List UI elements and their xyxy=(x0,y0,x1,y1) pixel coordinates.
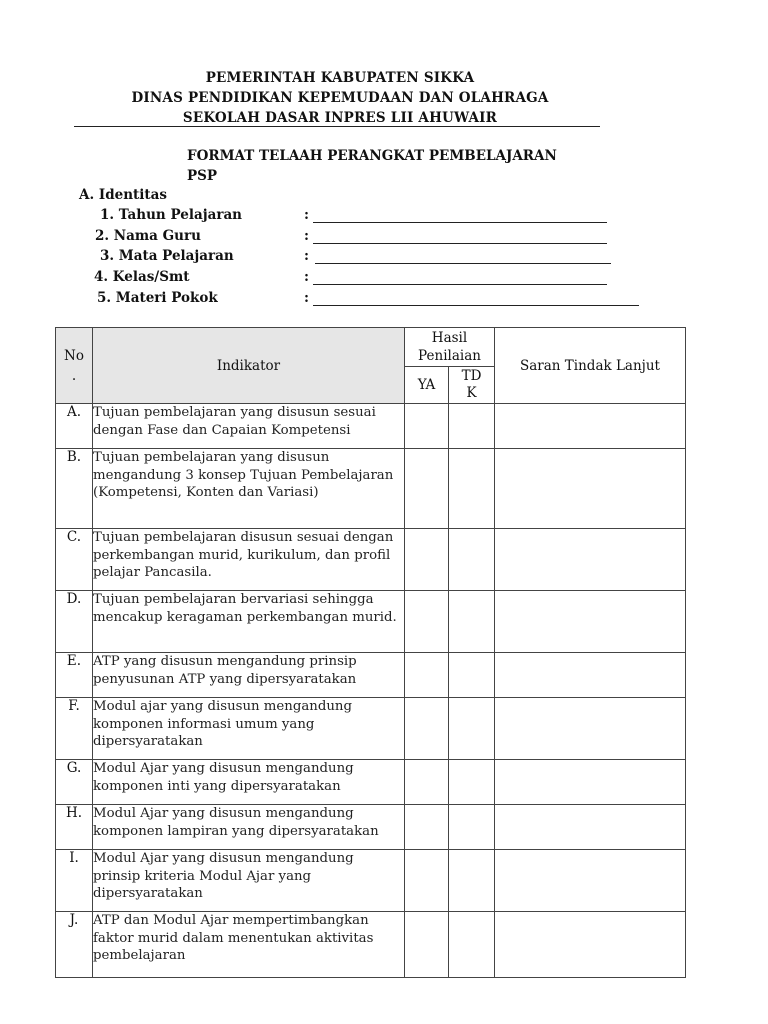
cell-tdk[interactable] xyxy=(449,449,495,529)
row-indicator: Modul ajar yang disusun mengandung komponen informasi umum yang dipersyaratakan xyxy=(93,698,405,760)
document-header xyxy=(0,68,680,128)
cell-tdk[interactable] xyxy=(449,912,495,978)
cell-saran[interactable] xyxy=(495,760,686,805)
field-colon: : xyxy=(304,248,309,264)
cell-tdk[interactable] xyxy=(449,529,495,591)
table-row xyxy=(56,850,686,912)
cell-ya[interactable] xyxy=(405,760,449,805)
row-indicator: Tujuan pembelajaran yang disusun sesuai dengan Fase dan Capaian Kompetensi xyxy=(93,404,405,449)
cell-saran[interactable] xyxy=(495,591,686,653)
field-colon: : xyxy=(304,207,309,223)
row-number: H. xyxy=(56,805,93,850)
table-row xyxy=(56,591,686,653)
table-row xyxy=(56,760,686,805)
row-number: D. xyxy=(56,591,93,653)
row-number: F. xyxy=(56,698,93,760)
row-number: A. xyxy=(56,404,93,449)
header-divider xyxy=(74,126,600,127)
row-number: I. xyxy=(56,850,93,912)
row-indicator: Modul Ajar yang disusun mengandung komponen inti yang dipersyaratakan xyxy=(93,760,405,805)
table-row xyxy=(56,912,686,978)
table-row xyxy=(56,404,686,449)
form-title-main: FORMAT TELAAH PERANGKAT PEMBELAJARAN xyxy=(187,148,557,164)
cell-saran[interactable] xyxy=(495,449,686,529)
field-label: 3. Mata Pelajaran xyxy=(100,248,234,264)
cell-ya[interactable] xyxy=(405,591,449,653)
field-blank-line[interactable] xyxy=(315,263,611,264)
table-row xyxy=(56,529,686,591)
header-department: DINAS PENDIDIKAN KEPEMUDAAN DAN OLAHRAGA xyxy=(131,90,549,106)
field-blank-line[interactable] xyxy=(313,243,607,244)
field-colon: : xyxy=(304,290,309,306)
row-number: J. xyxy=(56,912,93,978)
cell-ya[interactable] xyxy=(405,529,449,591)
form-title-sub: PSP xyxy=(187,168,218,184)
cell-ya[interactable] xyxy=(405,404,449,449)
row-indicator: Tujuan pembelajaran yang disusun mengandung 3 konsep Tujuan Pembelajaran (Kompetensi, Konten dan Variasi) xyxy=(93,449,405,529)
row-number: C. xyxy=(56,529,93,591)
field-tahun-pelajaran[interactable] xyxy=(100,207,620,227)
field-materi-pokok[interactable] xyxy=(97,290,657,310)
table-row xyxy=(56,805,686,850)
field-blank-line[interactable] xyxy=(313,284,607,285)
row-indicator: Tujuan pembelajaran bervariasi sehingga mencakup keragaman perkembangan murid. xyxy=(93,591,405,653)
header-hasil-penilaian: Hasil Penilaian xyxy=(405,328,495,367)
cell-saran[interactable] xyxy=(495,912,686,978)
cell-tdk[interactable] xyxy=(449,591,495,653)
cell-saran[interactable] xyxy=(495,850,686,912)
assessment-table xyxy=(55,327,686,978)
field-colon: : xyxy=(304,269,309,285)
row-number: B. xyxy=(56,449,93,529)
row-indicator: ATP dan Modul Ajar mempertimbangkan faktor murid dalam menentukan aktivitas pembelajaran xyxy=(93,912,405,978)
cell-saran[interactable] xyxy=(495,529,686,591)
cell-ya[interactable] xyxy=(405,698,449,760)
field-label: 2. Nama Guru xyxy=(95,228,201,244)
cell-tdk[interactable] xyxy=(449,653,495,698)
field-mata-pelajaran[interactable] xyxy=(100,248,620,268)
field-nama-guru[interactable] xyxy=(95,228,615,248)
row-number: E. xyxy=(56,653,93,698)
header-saran-tindak-lanjut: Saran Tindak Lanjut xyxy=(495,328,686,404)
header-no: No . xyxy=(56,328,93,404)
cell-tdk[interactable] xyxy=(449,404,495,449)
field-colon: : xyxy=(304,228,309,244)
field-blank-line[interactable] xyxy=(313,222,607,223)
table-row xyxy=(56,449,686,529)
header-ya: YA xyxy=(405,367,449,404)
cell-tdk[interactable] xyxy=(449,805,495,850)
header-school: SEKOLAH DASAR INPRES LII AHUWAIR xyxy=(182,110,498,126)
field-label: 1. Tahun Pelajaran xyxy=(100,207,243,223)
cell-saran[interactable] xyxy=(495,698,686,760)
row-number: G. xyxy=(56,760,93,805)
header-tdk: TD K xyxy=(449,367,495,404)
cell-tdk[interactable] xyxy=(449,850,495,912)
row-indicator: Modul Ajar yang disusun mengandung prinsip kriteria Modul Ajar yang dipersyaratakan xyxy=(93,850,405,912)
row-indicator: ATP yang disusun mengandung prinsip penyusunan ATP yang dipersyaratakan xyxy=(93,653,405,698)
form-title xyxy=(187,146,557,186)
cell-tdk[interactable] xyxy=(449,698,495,760)
field-blank-line[interactable] xyxy=(313,305,639,306)
cell-ya[interactable] xyxy=(405,850,449,912)
table-row xyxy=(56,653,686,698)
identity-heading: A. Identitas xyxy=(79,187,167,203)
cell-ya[interactable] xyxy=(405,449,449,529)
table-row xyxy=(56,698,686,760)
cell-tdk[interactable] xyxy=(449,760,495,805)
header-government: PEMERINTAH KABUPATEN SIKKA xyxy=(205,70,475,86)
cell-ya[interactable] xyxy=(405,912,449,978)
cell-ya[interactable] xyxy=(405,653,449,698)
header-indikator: Indikator xyxy=(93,328,405,404)
cell-saran[interactable] xyxy=(495,653,686,698)
cell-saran[interactable] xyxy=(495,805,686,850)
field-label: 5. Materi Pokok xyxy=(97,290,218,306)
row-indicator: Modul Ajar yang disusun mengandung komponen lampiran yang dipersyaratakan xyxy=(93,805,405,850)
row-indicator: Tujuan pembelajaran disusun sesuai dengan perkembangan murid, kurikulum, dan profil pelajar Pancasila. xyxy=(93,529,405,591)
cell-ya[interactable] xyxy=(405,805,449,850)
field-kelas-smt[interactable] xyxy=(94,269,614,289)
field-label: 4. Kelas/Smt xyxy=(94,269,190,285)
cell-saran[interactable] xyxy=(495,404,686,449)
